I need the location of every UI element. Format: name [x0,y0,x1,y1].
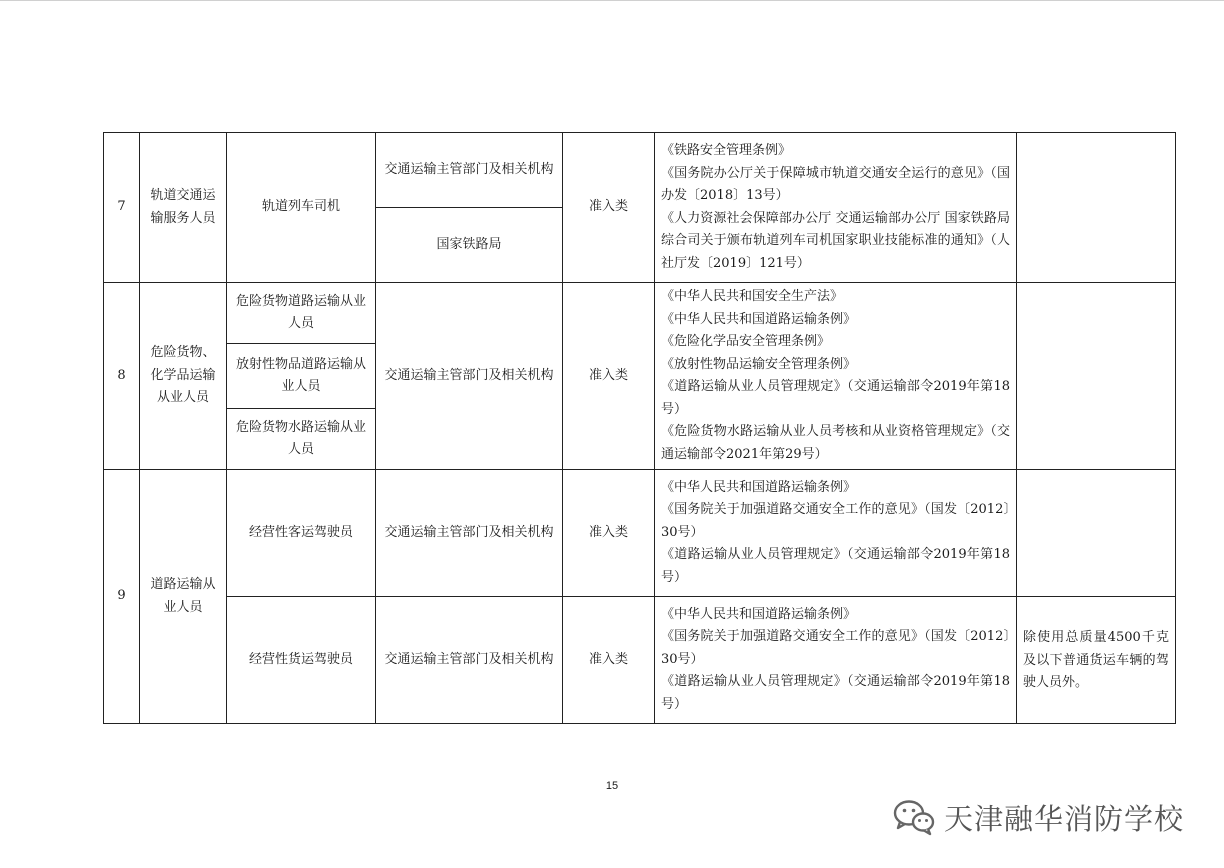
legal-basis-cell [655,597,1017,724]
qualification-type: 准入类 [563,470,655,597]
table-row [104,470,1176,597]
occupation-role: 危险货物道路运输从业人员 [227,283,376,344]
law-item: 《放射性物品运输安全管理条例》 [661,356,857,372]
watermark [892,795,1202,839]
remark-cell [1017,283,1176,470]
occupation-category: 危险货物、化学品运输从业人员 [140,283,227,470]
top-border-line [0,0,1224,1]
law-item: 《道路运输从业人员管理规定》（交通运输部令2019年第18号） [661,674,1010,712]
occupation-role: 经营性客运驾驶员 [227,470,376,597]
occupation-role: 危险货物水路运输从业人员 [227,409,376,470]
legal-basis-cell [655,470,1017,597]
occupation-category: 道路运输从业人员 [140,470,227,724]
table-row [104,597,1176,724]
authority-cell: 交通运输主管部门及相关机构 [376,283,563,470]
remark-cell [1017,133,1176,283]
law-item: 《中华人民共和国道路运输条例》 [661,479,857,495]
law-item: 《铁路安全管理条例》 [661,143,792,158]
law-item: 《中华人民共和国道路运输条例》 [661,311,857,327]
law-item: 《国务院关于加强道路交通安全工作的意见》（国发〔2012〕30号） [661,502,1010,540]
legal-basis-cell [655,283,1017,470]
law-item: 《人力资源社会保障部办公厅 交通运输部办公厅 国家铁路局综合司关于颁布轨道列车司机国家职业技能标准的通知》（人社厅发〔2019〕121号） [661,210,1010,271]
row-number: 8 [104,283,140,470]
qualification-type: 准入类 [563,133,655,283]
law-item: 《中华人民共和国道路运输条例》 [661,606,857,622]
occupation-role: 经营性货运驾驶员 [227,597,376,724]
table-row [104,283,1176,344]
law-item: 《道路运输从业人员管理规定》（交通运输部令2019年第18号） [661,547,1010,585]
authority-cell: 交通运输主管部门及相关机构 [376,597,563,724]
remark-cell [1017,470,1176,597]
occupation-role: 放射性物品道路运输从业人员 [227,344,376,409]
watermark-text: 天津融华消防学校 [944,801,1185,836]
law-item: 《中华人民共和国安全生产法》 [661,289,844,304]
qualification-type: 准入类 [563,597,655,724]
occupation-table [103,132,1176,724]
table-row [104,133,1176,208]
law-item: 《危险货物水路运输从业人员考核和从业资格管理规定》（交通运输部令2021年第29号） [661,424,1010,462]
authority-cell: 国家铁路局 [376,208,563,283]
page-number: 15 [605,780,619,792]
wechat-icon [892,797,936,837]
law-item: 《国务院关于加强道路交通安全工作的意见》（国发〔2012〕30号） [661,629,1010,667]
occupation-role: 轨道列车司机 [227,133,376,283]
law-item: 《危险化学品安全管理条例》 [661,334,831,349]
qualification-type: 准入类 [563,283,655,470]
remark-cell: 除使用总质量4500千克及以下普通货运车辆的驾驶人员外。 [1017,597,1176,724]
row-number: 9 [104,470,140,724]
row-number: 7 [104,133,140,283]
law-item: 《国务院办公厅关于保障城市轨道交通安全运行的意见》（国办发〔2018〕13号） [661,165,1010,203]
occupation-category: 轨道交通运输服务人员 [140,133,227,283]
authority-cell: 交通运输主管部门及相关机构 [376,133,563,208]
legal-basis-cell [655,133,1017,283]
law-item: 《道路运输从业人员管理规定》（交通运输部令2019年第18号） [661,379,1010,417]
authority-cell: 交通运输主管部门及相关机构 [376,470,563,597]
